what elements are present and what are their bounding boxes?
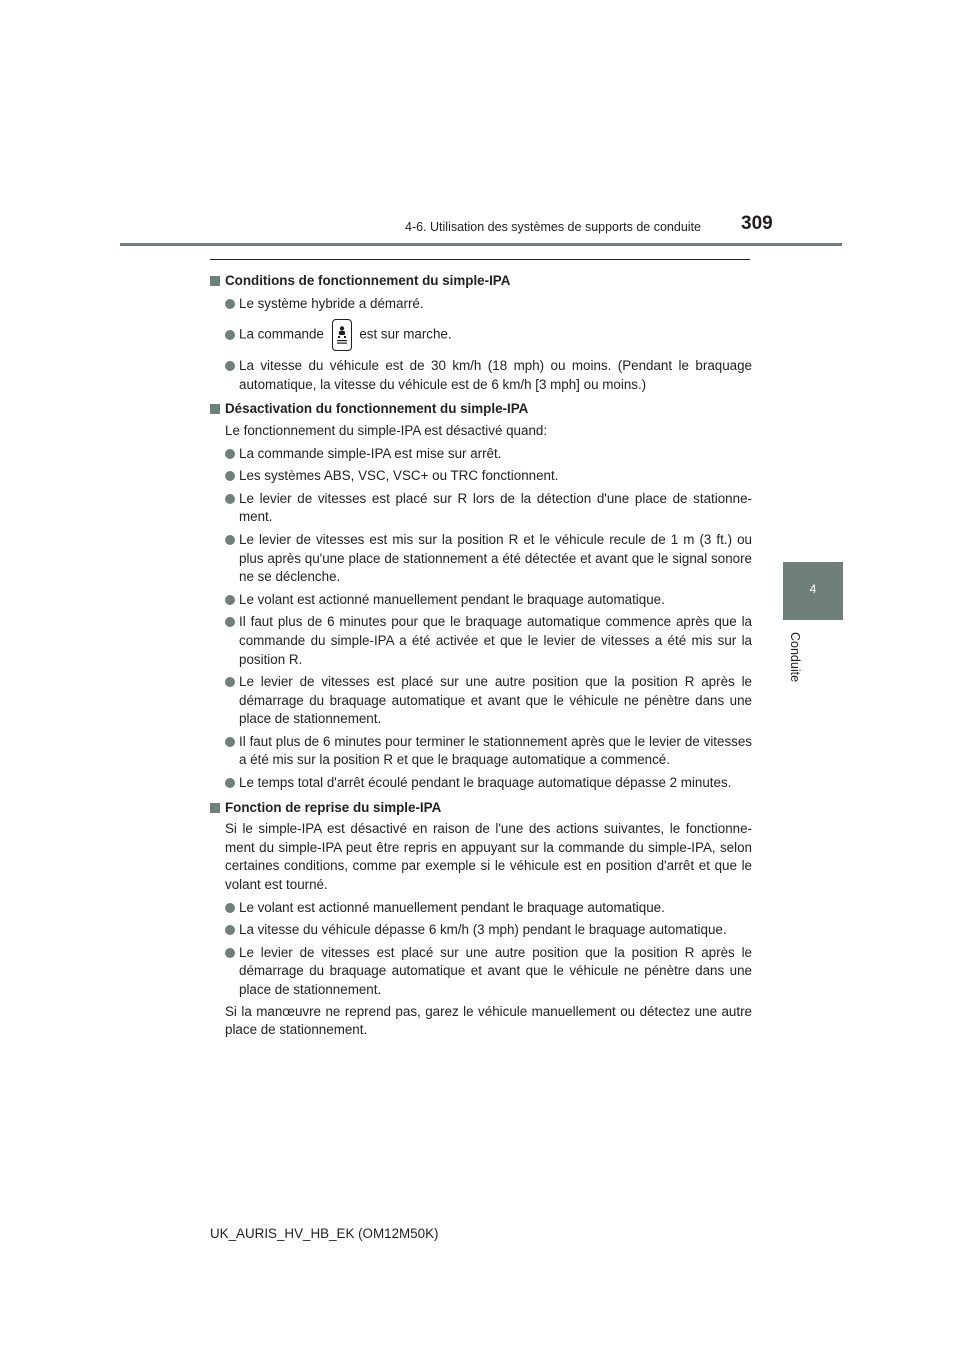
list-item bbox=[210, 944, 752, 1000]
list-item bbox=[210, 899, 752, 918]
square-bullet-icon bbox=[210, 276, 220, 286]
round-bullet-icon bbox=[225, 494, 235, 504]
square-bullet-icon bbox=[210, 404, 220, 414]
content-top-rule bbox=[210, 259, 750, 260]
list-item-text: Les systèmes ABS, VSC, VSC+ ou TRC fonctionnent. bbox=[239, 468, 559, 484]
section-heading-conditions bbox=[210, 272, 752, 291]
section-heading-text: Désactivation du fonctionnement du simple-IPA bbox=[225, 401, 529, 417]
round-bullet-icon bbox=[225, 925, 235, 935]
document-code: UK_AURIS_HV_HB_EK (OM12M50K) bbox=[210, 1226, 439, 1241]
list-item-text: est sur marche. bbox=[359, 326, 452, 342]
round-bullet-icon bbox=[225, 330, 235, 340]
list-item bbox=[210, 490, 752, 527]
main-content bbox=[210, 266, 752, 1040]
section-heading-resume bbox=[210, 799, 752, 818]
round-bullet-icon bbox=[225, 903, 235, 913]
list-item-text: La vitesse du véhicule dépasse 6 km/h (3 mph) pendant le braquage automatique. bbox=[239, 922, 727, 938]
list-item bbox=[210, 673, 752, 729]
round-bullet-icon bbox=[225, 361, 235, 371]
list-item bbox=[210, 774, 752, 793]
list-item bbox=[210, 733, 752, 770]
list-item bbox=[210, 921, 752, 940]
list-item-text: Le système hybride a démarré. bbox=[239, 295, 424, 311]
list-item bbox=[210, 445, 752, 464]
paragraph: Le fonctionnement du simple-IPA est désactivé quand: bbox=[225, 422, 548, 438]
list-item-text: Le levier de vitesses est mis sur la position R et le véhicule recule de 1 m (3 ft.) ou plus après qu'une place de stationnement a été détectée et avant que le signal sonore ne se déclenche. bbox=[239, 531, 752, 585]
list-item bbox=[210, 319, 752, 351]
round-bullet-icon bbox=[225, 677, 235, 687]
list-item bbox=[210, 591, 752, 610]
round-bullet-icon bbox=[225, 595, 235, 605]
list-item bbox=[210, 531, 752, 587]
list-item bbox=[210, 467, 752, 486]
list-item-text: Le volant est actionné manuellement pendant le braquage automatique. bbox=[239, 899, 665, 915]
round-bullet-icon bbox=[225, 299, 235, 309]
ipa-switch-icon bbox=[332, 319, 352, 351]
square-bullet-icon bbox=[210, 803, 220, 813]
section-heading-text: Fonction de reprise du simple-IPA bbox=[225, 799, 442, 815]
round-bullet-icon bbox=[225, 617, 235, 627]
list-item bbox=[210, 357, 752, 394]
running-header: 4-6. Utilisation des systèmes de supports de conduite bbox=[405, 220, 701, 234]
round-bullet-icon bbox=[225, 449, 235, 459]
list-item-text: La commande simple-IPA est mise sur arrêt. bbox=[239, 445, 502, 461]
header-rule bbox=[120, 243, 842, 246]
list-item-text: Le levier de vitesses est placé sur une autre position que la position R après le démarrage du braquage automatique et avant que le véhicule ne pénètre dans une place de stationnement. bbox=[239, 944, 752, 997]
paragraph: Si la manœuvre ne reprend pas, garez le véhicule manuellement ou détectez une autre place de stationnement. bbox=[225, 1003, 752, 1038]
section-heading-text: Conditions de fonctionnement du simple-IPA bbox=[225, 273, 511, 288]
list-item-text: La vitesse du véhicule est de 30 km/h (18 mph) ou moins. (Pendant le braquage automatique, la vitesse du véhicule est de 6 km/h [3 mph] ou moins.) bbox=[239, 358, 752, 392]
list-item-text: Le volant est actionné manuellement pendant le braquage automatique. bbox=[239, 591, 665, 607]
page-number: 309 bbox=[741, 213, 773, 234]
list-item bbox=[210, 295, 752, 314]
section-heading-deactivation bbox=[210, 400, 752, 419]
list-item-text: Le levier de vitesses est placé sur R lors de la détection d'une place de stationne-ment. bbox=[239, 490, 752, 525]
round-bullet-icon bbox=[225, 778, 235, 788]
list-item-text: Il faut plus de 6 minutes pour que le braquage automatique commence après que la commande du simple-IPA a été activée et que le levier de vitesses a été mis sur la position R. bbox=[239, 614, 752, 667]
round-bullet-icon bbox=[225, 471, 235, 481]
paragraph: Si le simple-IPA est désactivé en raison de l'une des actions suivantes, le fonctionne-ment du simple-IPA peut être repris en appuyant sur la commande du simple-IPA, selon certaines conditions, comme par exemple si le véhicule est en position d'arrêt et que le volant est tourné. bbox=[225, 821, 752, 893]
list-item-text: Il faut plus de 6 minutes pour terminer le stationnement après que le levier de vitesses a été mis sur la position R et que le braquage automatique a commencé. bbox=[239, 733, 752, 768]
list-item-text: La commande bbox=[239, 326, 324, 342]
list-item-text: Le levier de vitesses est placé sur une autre position que la position R après le démarrage du braquage automatique et avant que le véhicule ne pénètre dans une place de stationnement. bbox=[239, 674, 752, 727]
round-bullet-icon bbox=[225, 737, 235, 747]
round-bullet-icon bbox=[225, 535, 235, 545]
round-bullet-icon bbox=[225, 948, 235, 958]
list-item-text: Le temps total d'arrêt écoulé pendant le braquage automatique dépasse 2 minutes. bbox=[239, 775, 732, 791]
chapter-tab-label: Conduite bbox=[788, 632, 802, 683]
chapter-tab-number: 4 bbox=[809, 582, 817, 596]
list-item bbox=[210, 613, 752, 669]
chapter-tab bbox=[783, 562, 843, 620]
